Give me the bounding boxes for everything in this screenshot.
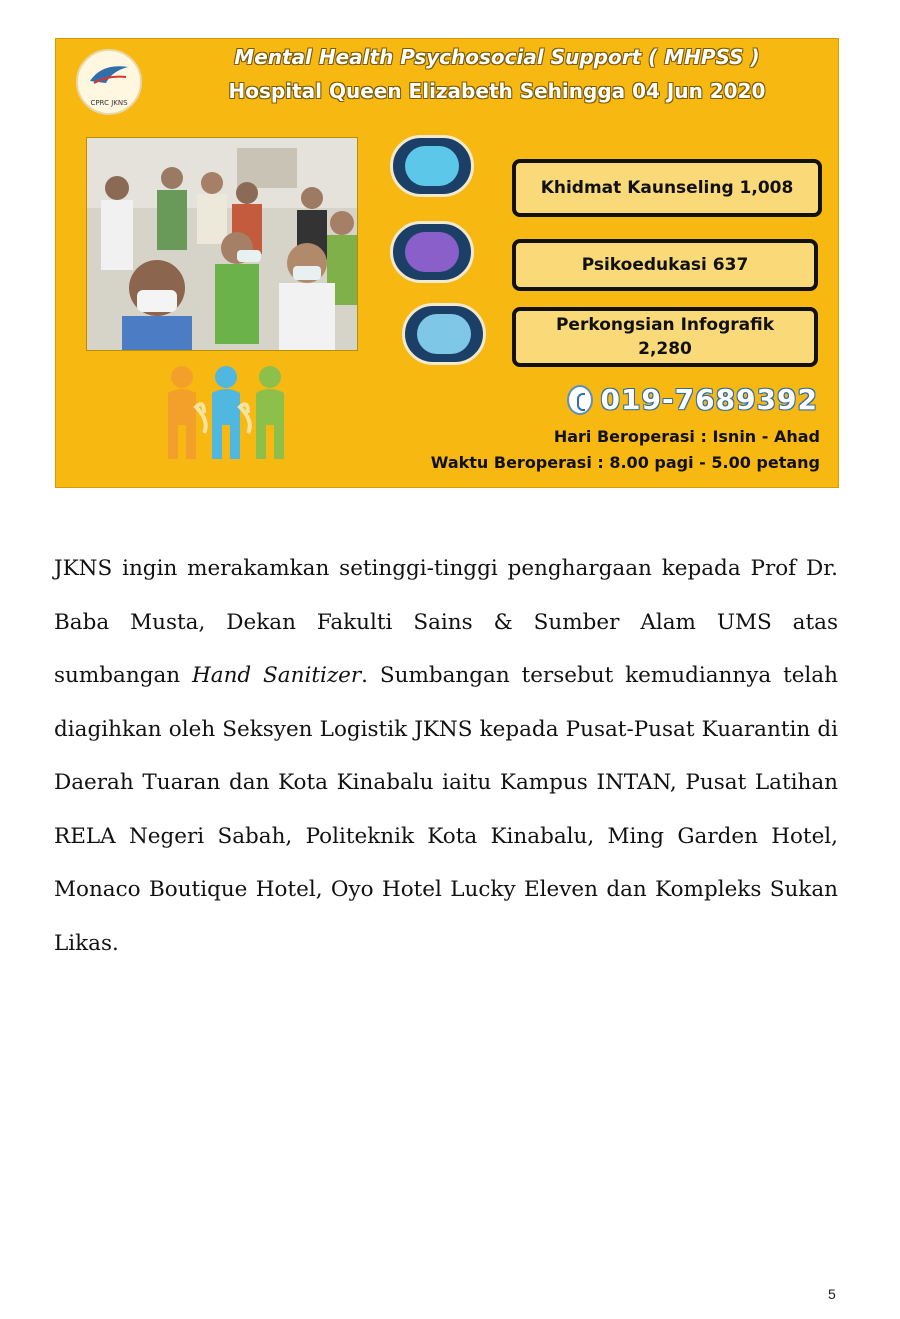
paragraph-text-end: . Sumbangan tersebut kemudiannya telah diagihkan oleh Seksyen Logistik JKNS kepada Pusat-Pusat Kuarantin di Daerah Tuaran dan Kota Kinabalu iaitu Kampus INTAN, Pusat Latihan RELA Negeri Sabah, Politeknik Kota Kinabalu, Ming Garden Hotel, Monaco Boutique Hotel, Oyo Hotel Lucky Eleven dan Kompleks Sukan Likas.	[54, 663, 838, 956]
operating-hours: Waktu Beroperasi : 8.00 pagi - 5.00 petang	[430, 453, 820, 472]
bird-logo-icon	[88, 61, 130, 87]
stat-counseling-label: Khidmat Kaunseling 1,008	[540, 178, 794, 198]
paragraph-text-start: JKNS ingin merakamkan setinggi-tinggi penghargaan kepada Prof Dr. Baba Musta, Dekan Fakulti Sains & Sumber Alam UMS atas sumbangan	[54, 556, 838, 688]
people-ribbon-icon	[160, 363, 292, 463]
stat-counseling	[512, 159, 822, 217]
infographic-icon	[402, 303, 486, 365]
operating-days: Hari Beroperasi : Isnin - Ahad	[553, 427, 820, 446]
mhpss-banner	[55, 38, 839, 488]
psychoeducation-icon	[390, 221, 474, 283]
body-paragraph	[54, 542, 838, 970]
stat-psychoeducation-label: Psikoedukasi 637	[581, 255, 749, 275]
page-number: 5	[828, 1286, 836, 1302]
jkns-logo	[76, 49, 142, 115]
stat-infographic-value: 2,280	[638, 339, 692, 359]
phone-icon	[567, 385, 593, 415]
counseling-icon	[390, 135, 474, 197]
paragraph-italic: Hand Sanitizer	[192, 663, 362, 688]
stat-infographic	[512, 307, 818, 367]
banner-subtitle: Hospital Queen Elizabeth Sehingga 04 Jun 2020	[228, 79, 766, 103]
phone-row	[567, 383, 818, 416]
logo-text: CPRC JKNS	[90, 99, 128, 107]
team-photo	[86, 137, 358, 351]
banner-title: Mental Health Psychosocial Support ( MHPSS )	[234, 45, 760, 69]
phone-number: 019-7689392	[600, 383, 818, 416]
stat-psychoeducation	[512, 239, 818, 291]
stat-infographic-label: Perkongsian Infografik	[555, 315, 775, 335]
